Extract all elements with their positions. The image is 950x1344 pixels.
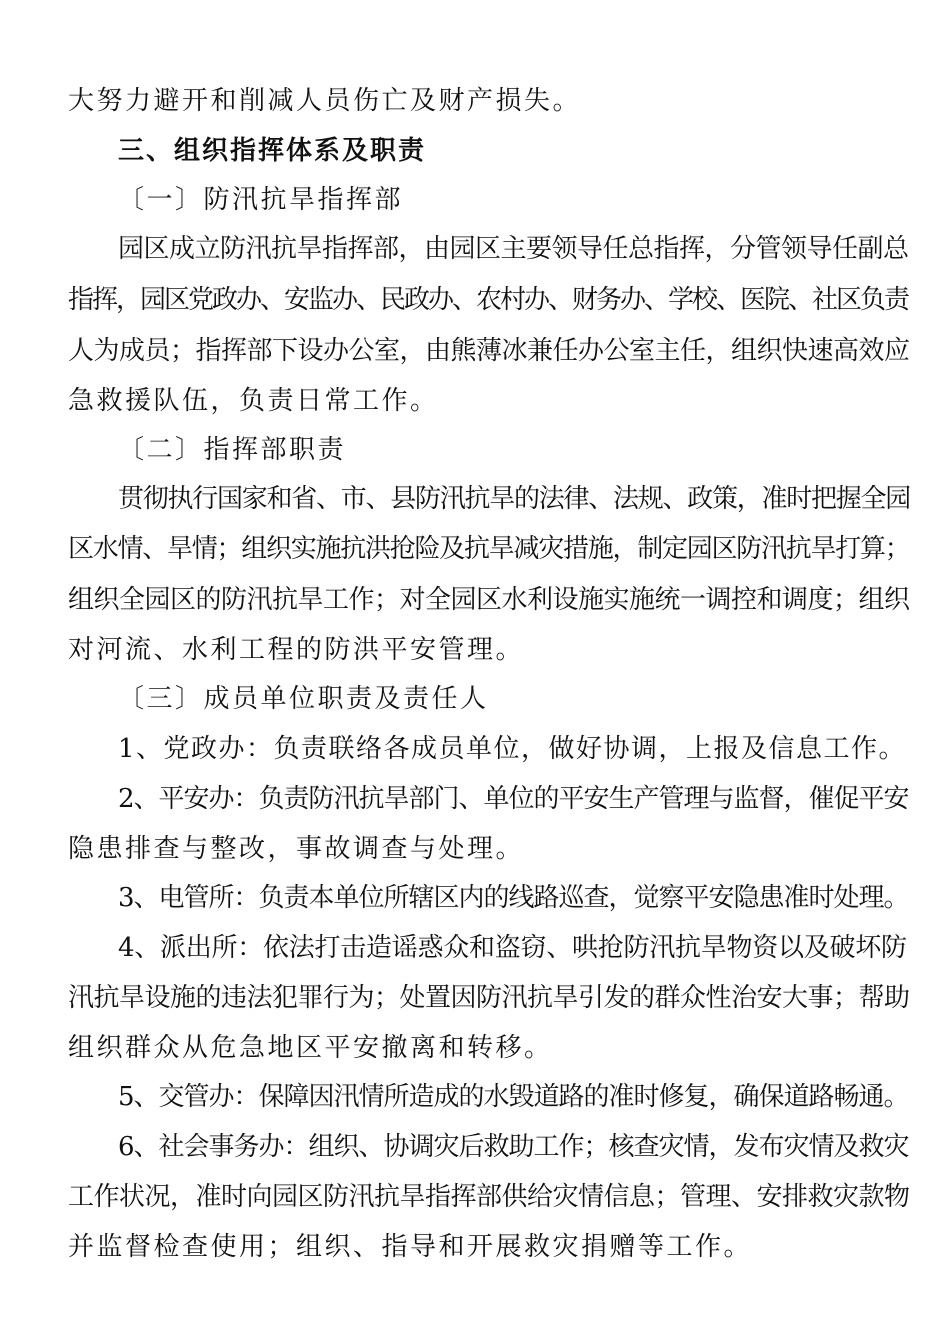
paragraph-line: 贯彻执行国家和省、市、县防汛抗旱的法律、法规、政策，准时把握全园 (118, 484, 911, 514)
paragraph-line: 人为成员；指挥部下设办公室，由熊薄冰兼任办公室主任，组织快速高效应 (68, 336, 910, 366)
paragraph-line: 组织全园区的防汛抗旱工作；对全园区水利设施实施统一调控和调度；组织 (68, 585, 910, 615)
list-item: 5、交管办：保障因汛情所造成的水毁道路的准时修复，确保道路畅通。 (118, 1082, 909, 1112)
subsection-heading: 〔一〕防汛抗旱指挥部 (118, 185, 404, 215)
paragraph-line: 隐患排查与整改，事故调查与处理。 (68, 834, 525, 864)
paragraph-line: 急救援队伍，负责日常工作。 (68, 386, 439, 416)
subsection-heading: 〔三〕成员单位职责及责任人 (118, 684, 489, 714)
list-item: 2、平安办：负责防汛抗旱部门、单位的平安生产管理与监督，催促平安 (118, 784, 909, 814)
paragraph-line: 汛抗旱设施的违法犯罪行为；处置因防汛抗旱引发的群众性治安大事；帮助 (68, 983, 910, 1013)
paragraph-line: 园区成立防汛抗旱指挥部，由园区主要领导任总指挥，分管领导任副总 (118, 234, 909, 264)
paragraph-line: 大努力避开和削减人员伤亡及财产损失。 (68, 86, 582, 116)
paragraph-line: 指挥，园区党政办、安监办、民政办、农村办、财务办、学校、医院、社区负责 (68, 285, 909, 315)
paragraph-line: 区水情、旱情；组织实施抗洪抢险及抗旱减灾措施，制定园区防汛抗旱打算； (68, 534, 910, 564)
paragraph-line: 组织群众从危急地区平安撤离和转移。 (68, 1033, 553, 1063)
list-item: 1、党政办：负责联络各成员单位，做好协调，上报及信息工作。 (118, 734, 907, 764)
list-item: 6、社会事务办：组织、协调灾后救助工作；核查灾情，发布灾情及救灾 (118, 1132, 909, 1162)
subsection-heading: 〔二〕指挥部职责 (118, 435, 347, 465)
paragraph-line: 对河流、水利工程的防洪平安管理。 (68, 635, 525, 665)
paragraph-line: 工作状况，准时向园区防汛抗旱指挥部供给灾情信息；管理、安排救灾款物 (68, 1182, 910, 1212)
list-item: 3、电管所：负责本单位所辖区内的线路巡查，觉察平安隐患准时处理。 (118, 883, 909, 913)
list-item: 4、派出所：依法打击造谣惑众和盗窃、哄抢防汛抗旱物资以及破坏防 (118, 933, 907, 963)
section-heading: 三、组织指挥体系及职责 (118, 136, 427, 166)
paragraph-line: 并监督检查使用；组织、指导和开展救灾捐赠等工作。 (68, 1232, 753, 1262)
